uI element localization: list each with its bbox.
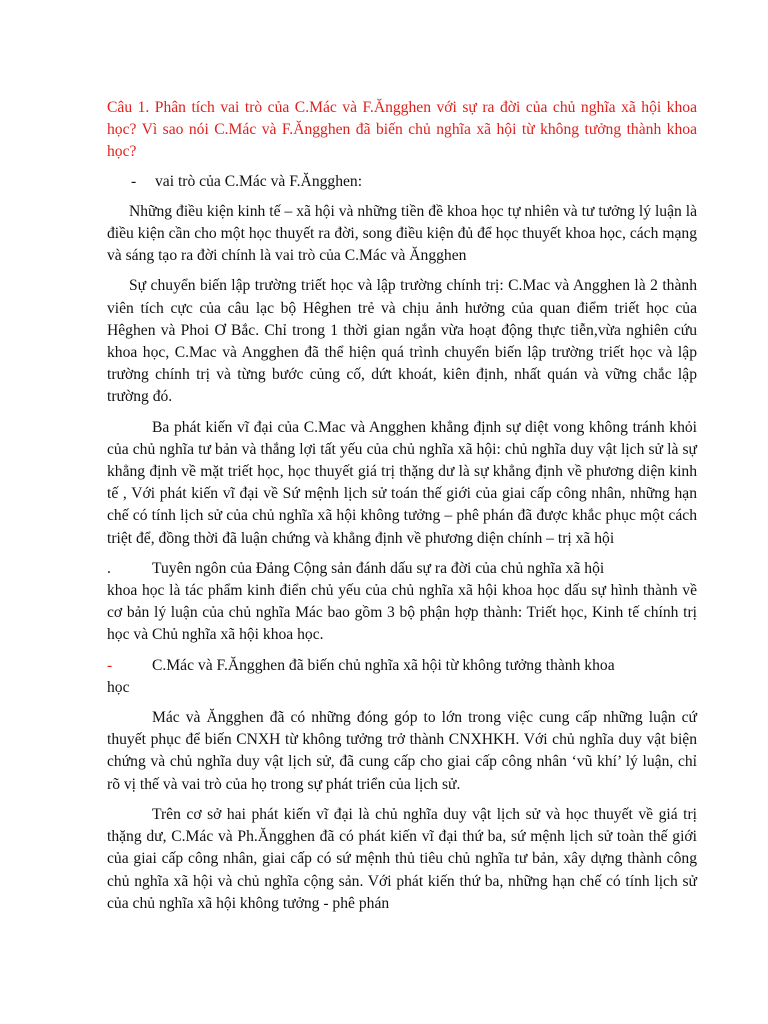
- bullet-utopia-lead: C.Mác và F.Ăngghen đã biến chủ nghĩa xã hội từ không tưởng thành khoa: [152, 656, 615, 674]
- bullet-role-text: vai trò của C.Mác và F.Ăngghen:: [155, 172, 363, 190]
- paragraph-contributions: Mác và Ăngghen đã có những đóng góp to lớn trong việc cung cấp những luận cứ thuyết phục để biến CNXH từ không tưởng trở thành CNXHKH. Với chủ nghĩa duy vật biện chứng và chủ nghĩa duy vật lịch sử, đã cung cấp cho giai cấp công nhân ‘vũ khí’ lý luận, chỉ rõ vị thế và vai trò của họ trong sự phát triển của lịch sử.: [107, 709, 697, 793]
- question-heading: Câu 1. Phân tích vai trò của C.Mác và F.Ăngghen với sự ra đời của chủ nghĩa xã hội khoa học? Vì sao nói C.Mác và F.Ăngghen đã biến chủ nghĩa xã hội từ không tưởng thành khoa học?: [107, 99, 697, 161]
- bullet-utopia-rest: học: [107, 678, 130, 696]
- paragraph-three-discoveries: Ba phát kiến vĩ đại của C.Mac và Angghen khẳng định sự diệt vong không tránh khỏi của chủ nghĩa tư bản và thắng lợi tất yếu của chủ nghĩa xã hội: chủ nghĩa duy vật lịch sử là sự khẳng định về mặt triết học, học thuyết giá trị thặng dư là sự khẳng định về phương diện kinh tế , Với phát kiến vĩ đại về Sứ mệnh lịch sử toán thế giới của giai cấp công nhân, những hạn chế có tính lịch sử của chủ nghĩa xã hội không tưởng – phê phán đã được khắc phục một cách triệt để, đồng thời đã luận chứng và khẳng định về phương diện chính – trị xã hội: [107, 418, 697, 547]
- paragraph-historic-mission: Trên cơ sở hai phát kiến vĩ đại là chủ nghĩa duy vật lịch sử và học thuyết về giá trị thặng dư, C.Mác và Ph.Ăngghen đã có phát kiến vĩ đại thứ ba, sứ mệnh lịch sử toàn thế giới của giai cấp công nhân, giai cấp có sứ mệnh thủ tiêu chủ nghĩa tư bản, xây dựng thành công chủ nghĩa xã hội và chủ nghĩa cộng sản. Với phát kiến thứ ba, những hạn chế có tính lịch sử của chủ nghĩa xã hội không tưởng - phê phán: [107, 805, 697, 912]
- paragraph-manifesto-lead: Tuyên ngôn của Đảng Cộng sản đánh dấu sự ra đời của chủ nghĩa xã hội: [152, 559, 605, 577]
- paragraph-conditions: Những điều kiện kinh tế – xã hội và những tiền đề khoa học tự nhiên và tư tưởng lý luận là điều kiện cần cho một học thuyết ra đời, song điều kiện đủ để học thuyết khoa học, cách mạng và sáng tạo ra đời chính là vai trò của C.Mác và Ăngghen: [107, 202, 697, 265]
- document-body: [107, 97, 697, 923]
- paragraph-stance-shift: Sự chuyển biến lập trường triết học và lập trường chính trị: C.Mac và Angghen là 2 thành viên tích cực của câu lạc bộ Hêghen trẻ và chịu ảnh hưởng của quan điểm triết học của Hêghen và Phoi Ơ Bắc. Chỉ trong 1 thời gian ngắn vừa hoạt động thực tiễn,vừa nghiên cứu khoa học, C.Mac và Angghen đã thể hiện quá trình chuyển biến lập trường triết học và lập trường chính trị và từng bước củng cố, dứt khoát, kiên định, nhất quán và vững chắc lập trường đó.: [107, 277, 697, 406]
- paragraph-manifesto-rest: khoa học là tác phẩm kinh điển chủ yếu của chủ nghĩa xã hội khoa học dấu sự hình thành về cơ bản lý luận của chủ nghĩa Mác bao gồm 3 bộ phận hợp thành: Triết học, Kinh tế chính trị học và Chủ nghĩa xã hội khoa học.: [107, 582, 697, 644]
- paragraph-manifesto-mark: .: [107, 559, 111, 577]
- bullet-dash-red: -: [107, 656, 113, 674]
- bullet-dash: -: [131, 172, 137, 190]
- bullet-role: [107, 171, 697, 193]
- paragraph-manifesto-first-line: [107, 558, 697, 580]
- bullet-utopia-to-science: [107, 655, 697, 677]
